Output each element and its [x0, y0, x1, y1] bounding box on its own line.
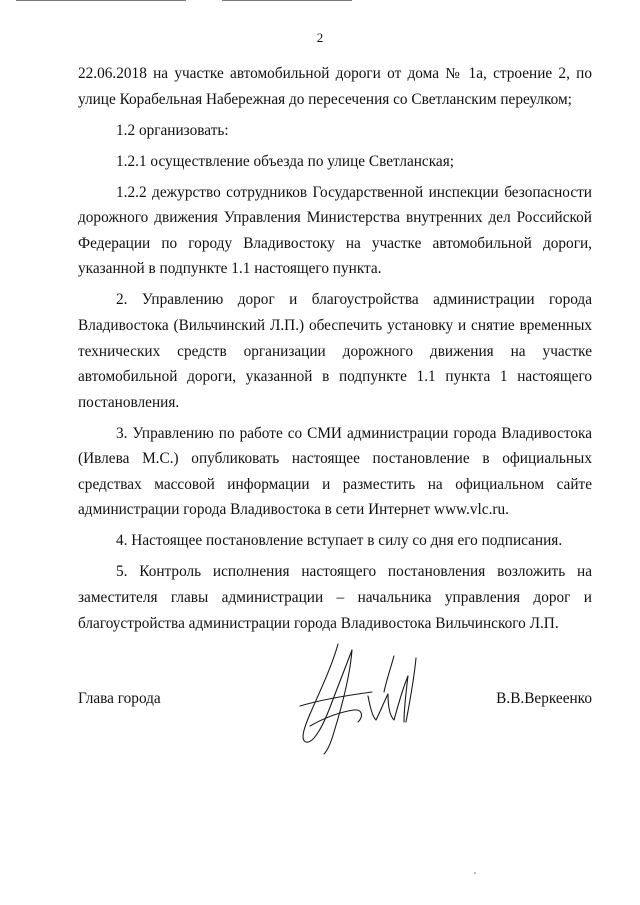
paragraph-5: 5. Контроль исполнения настоящего постановления возложить на заместителя главы администрации – начальника управления дорог и благоустройства администрации города Владивостока Вильчинского Л.П. — [78, 563, 592, 632]
top-edge-line-left — [16, 0, 186, 1]
top-edge-line-right — [222, 0, 352, 1]
signatory-title: Глава города — [78, 690, 161, 707]
scan-speck — [474, 872, 476, 874]
paragraph-4: 4. Настоящее постановление вступает в силу со дня его подписания. — [116, 532, 563, 550]
paragraph-2: 2. Управлению дорог и благоустройства администрации города Владивостока (Вильчинский Л.П.) обеспечить установку и снятие временных технических средств организации дорожного движения на участке автомобильной дороги, указанной в подпункте 1.1 пункта 1 настоящего постановления. — [78, 291, 592, 411]
document-body — [78, 61, 592, 642]
paragraph-1-2-1: 1.2.1 осуществление объезда по улице Светланская; — [116, 152, 454, 170]
paragraph-1-2: 1.2 организовать: — [116, 121, 229, 139]
signatory-name: В.В.Веркеенко — [496, 690, 592, 707]
signature-block — [78, 690, 592, 720]
paragraph-3: 3. Управлению по работе со СМИ администрации города Владивостока (Ивлева М.С.) опубликовать настоящее постановление в официальных средствах массовой информации и разместить на официальном сайте администрации города Владивостока в сети Интернет www.vlc.ru. — [78, 424, 592, 519]
paragraph-continuation: 22.06.2018 на участке автомобильной дороги от дома № 1а, строение 2, по улице Корабельная Набережная до пересечения со Светланским переулком; — [78, 65, 592, 108]
paragraph-1-2-2: 1.2.2 дежурство сотрудников Государственной инспекции безопасности дорожного движения Управления Министерства внутренних дел Российской Федерации по городу Владивостоку на участке автомобильной дороги, указанной в подпункте 1.1 настоящего пункта. — [78, 183, 592, 278]
page-number: 2 — [316, 30, 324, 45]
